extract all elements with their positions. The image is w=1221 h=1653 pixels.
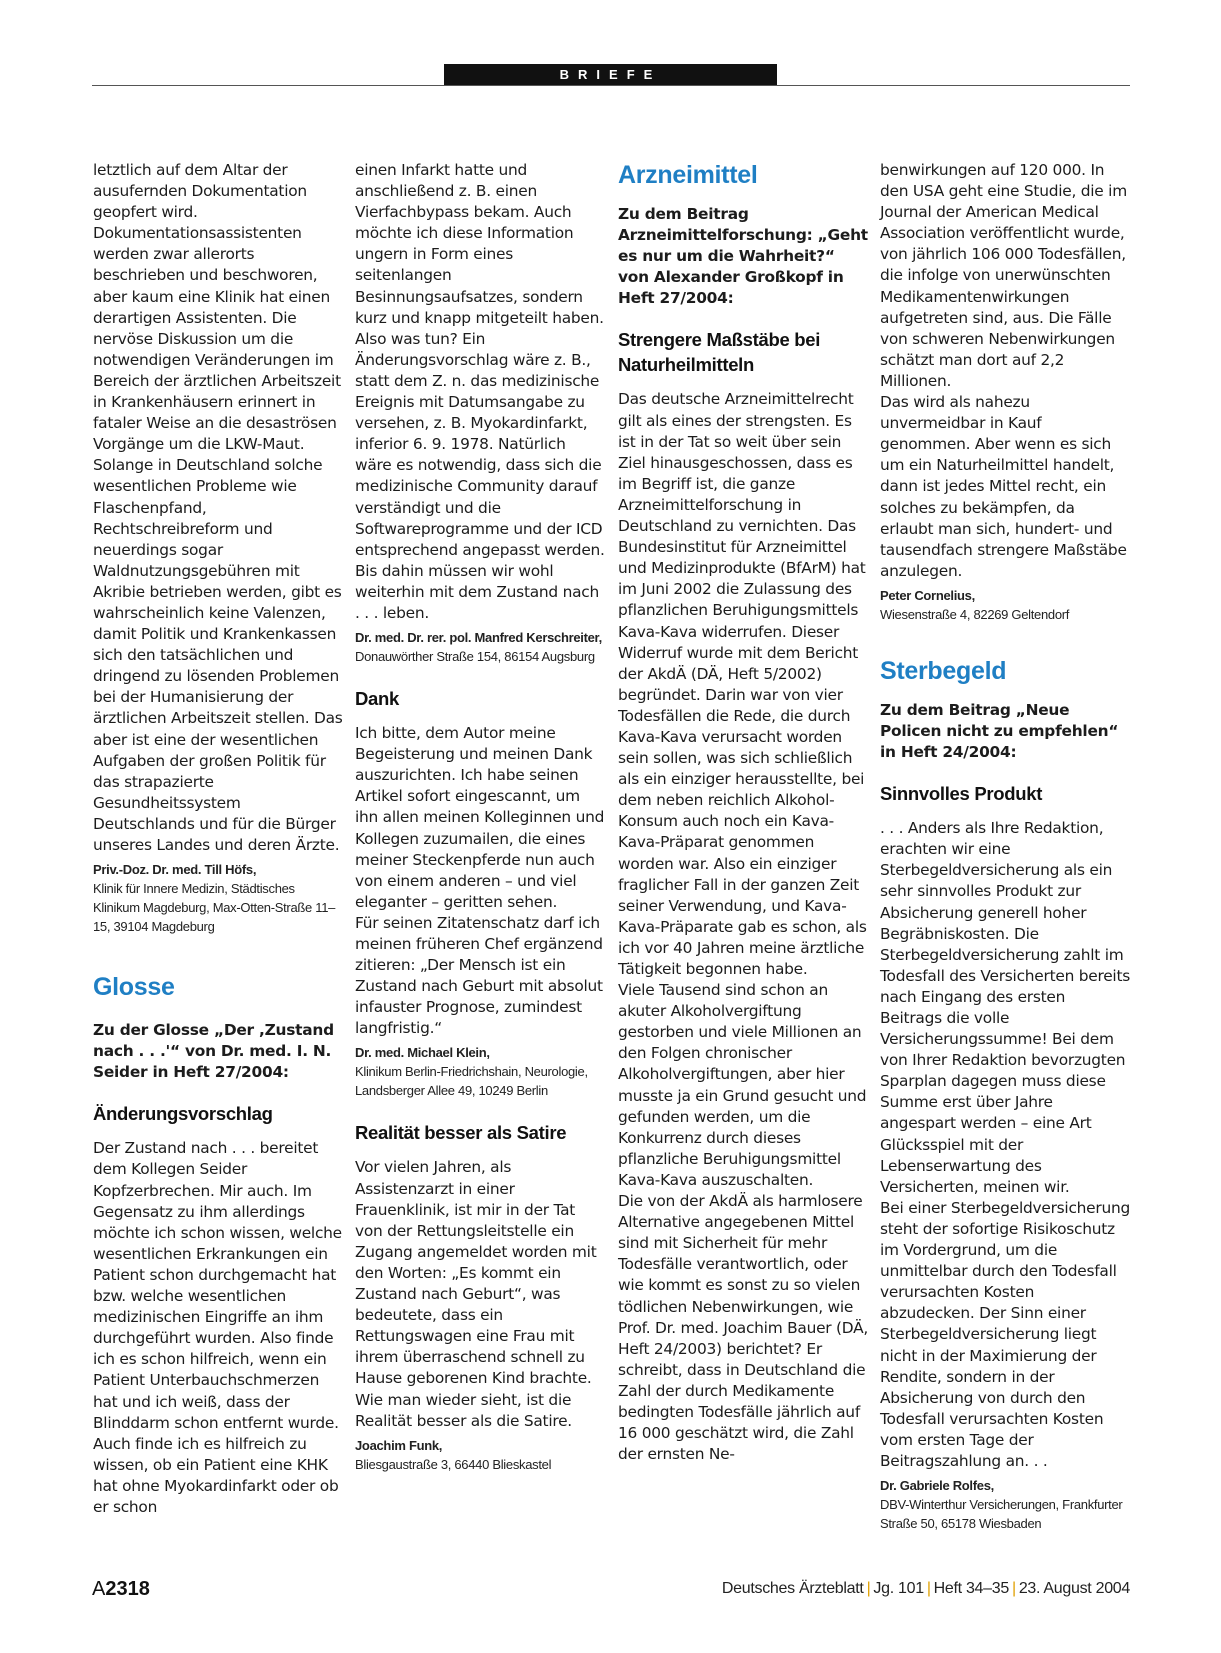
letter-author — [93, 860, 343, 936]
body-paragraph: Der Zustand nach . . . bereitet dem Kollegen Seider Kopfzerbrechen. Mir auch. Im Gegensatz zu ihm allerdings möchte ich schon wissen, welche wesentlichen Erkrankungen ein Patient schon durchgemacht hat bzw. welche wesentlichen medizinischen Eingriffe an ihm durchgeführt wurden. Also finde ich es schon hilfreich, wenn ein Patient Unterbauchschmerzen hat und ich weiß, dass der Blinddarm schon entfernt wurde. Auch finde ich es hilfreich zu wissen, ob ein Patient eine KHK hat ohne Myokardinfarkt oder ob er schon — [93, 1139, 342, 1516]
section-heading-glosse: Glosse — [93, 973, 175, 1002]
journal-name: Deutsches Ärzteblatt — [721, 1580, 864, 1597]
column-3 — [618, 160, 868, 1465]
letter-author — [355, 1043, 605, 1100]
author-address: Wiesenstraße 4, 82269 Geltendorf — [880, 606, 1070, 622]
letter-title: Strengere Maßstäbe bei Naturheilmitteln — [618, 329, 821, 376]
body-paragraph: Viele Tausend sind schon an akuter Alkoholvergiftung gestorben und viele Millionen an den Folgen chronischer Alkoholvergiftungen, aber hier musste ja ein Grund gesucht und gefunden werden, um die Konkurrenz durch dieses pflanzliche Beruhigungsmittel Kava-Kava auszuschalten. — [618, 981, 867, 1189]
author-name: Peter Cornelius, — [880, 587, 975, 603]
body-paragraph: letztlich auf dem Altar der ausufernden Dokumentation geopfert wird. Dokumentationsassistenten werden zwar allerorts beschrieben und beschworen, aber kaum eine Klinik hat einen derartigen Assistenten. Die nervöse Diskussion um die notwendigen Veränderungen im Bereich der ärztlichen Arbeitszeit in Krankenhäusern erinnert in fataler Weise an die desaströsen Vorgänge um die LKW-Maut. Solange in Deutschland solche wesentlichen Probleme wie Flaschenpfand, Rechtschreibreform und neuerdings sogar Waldnutzungsgebühren mit Akribie betrieben werden, gibt es wahrscheinlich keine Valenzen, damit Politik und Krankenkassen sich den tatsächlichen und dringend zu lösenden Problemen bei der Humanisierung der ärztlichen Arbeitszeit stellen. Das aber ist eine der wesentlichen Aufgaben der großen Politik für das strapazierte Gesundheitssystem Deutschlands und für die Bürger unseres Landes und deren Ärzte. — [93, 161, 343, 854]
author-address: Donauwörther Straße 154, 86154 Augsburg — [355, 649, 595, 665]
column-1 — [93, 160, 343, 1518]
article-reference: Zu der Glosse „Der ,Zustand nach . . .'“ von Dr. med. I. N. Seider in Heft 27/2004: — [93, 1021, 334, 1082]
author-address: DBV-Winterthur Versicherungen, Frankfurter Straße 50, 65178 Wiesbaden — [880, 1497, 1123, 1532]
author-address: Klinikum Berlin-Friedrichshain, Neurologie, Landsberger Allee 49, 10249 Berlin — [355, 1064, 588, 1099]
body-paragraph: Das wird als nahezu unvermeidbar in Kauf genommen. Aber wenn es sich um ein Naturheilmittel handelt, dann ist jedes Mittel recht, ein solches zu bekämpfen, da erlaubt man sich, hundert- und tausendfach strengere Maßstäbe anzulegen. — [880, 393, 1127, 580]
section-heading-arzneimittel: Arzneimittel — [618, 161, 758, 189]
rubric-label: BRIEFE — [444, 64, 777, 86]
article-reference: Zu dem Beitrag Arzneimittelforschung: „Geht es nur um die Wahrheit?“ von Alexander Großkopf in Heft 27/2004: — [618, 205, 868, 308]
separator: | — [1011, 1580, 1016, 1597]
header-rule — [92, 85, 1130, 86]
separator: | — [866, 1580, 871, 1597]
body-paragraph: Die von der AkdÄ als harmlosere Alternative angegebenen Mittel sind mit Sicherheit für mehr Todesfälle verantwortlich, oder wie kommt es sonst zu so vielen tödlichen Nebenwirkungen, wie Prof. Dr. med. Joachim Bauer (DÄ, Heft 24/2003) berichtet? Er schreibt, dass in Deutschland die Zahl der durch Medikamente bedingten Todesfälle jährlich auf 16 000 geschätzt wird, die Zahl der ernsten Ne- — [618, 1192, 869, 1464]
author-address: Bliesgaustraße 3, 66440 Blieskastel — [355, 1456, 552, 1472]
body-paragraph: Für seinen Zitatenschatz darf ich meinen früheren Chef ergänzend zitieren: „Der Mensch ist ein Zustand nach Geburt mit absolut infauster Prognose, zumindest langfristig.“ — [355, 913, 603, 1038]
separator: | — [926, 1580, 931, 1597]
letter-author — [880, 586, 1130, 624]
journal-date: 23. August 2004 — [1018, 1580, 1130, 1597]
column-4 — [880, 160, 1130, 1533]
letter-title: Realität besser als Satire — [355, 1122, 567, 1144]
letter-author — [355, 1436, 605, 1474]
letter-author — [880, 1476, 1130, 1533]
author-name: Priv.-Doz. Dr. med. Till Höfs, — [93, 862, 257, 878]
journal-issue: Heft 34–35 — [933, 1580, 1009, 1597]
author-name: Dr. Gabriele Rolfes, — [880, 1478, 994, 1494]
body-paragraph: Bei einer Sterbegeldversicherung steht der sofortige Risikoschutz im Vordergrund, um die unmittelbar durch den Todesfall verursachten Kosten abzudecken. Der Sinn einer Sterbegeldversicherung liegt nicht in der Maximierung der Rendite, sondern in der Absicherung von durch den Todesfall verursachten Kosten vom ersten Tage der Beitragszahlung an. . . — [880, 1198, 1130, 1470]
body-paragraph: Vor vielen Jahren, als Assistenzarzt in einer Frauenklinik, ist mir in der Tat von der Rettungsleitstelle ein Zugang angemeldet worden mit den Worten: „Es kommt ein Zustand nach Geburt“, was bedeutete, dass ein Rettungswagen eine Frau mit ihrem überraschend schnell zu Hause geborenen Kind brachte. Wie man wieder sieht, ist die Realität besser als die Satire. — [355, 1158, 597, 1430]
column-2 — [355, 160, 605, 1474]
body-paragraph: benwirkungen auf 120 000. In den USA geht eine Studie, die im Journal der American Medical Association veröffentlicht wurde, von jährlich 106 000 Todesfällen, die infolge von unerwünschten Medikamentenwirkungen aufgetreten sind, aus. Die Fälle von schweren Nebenwirkungen schätzt man dort auf 2,2 Millionen. — [880, 161, 1127, 390]
author-name: Dr. med. Michael Klein, — [355, 1045, 490, 1061]
body-paragraph: Ich bitte, dem Autor meine Begeisterung und meinen Dank auszurichten. Ich habe seinen Artikel sofort eingescannt, um ihn allen meinen Kolleginnen und Kollegen zuzumailen, die eines meiner Steckenpferde nun auch von einem anderen – und viel eleganter – geritten sehen. — [355, 724, 605, 911]
journal-info — [722, 1580, 1130, 1598]
page-prefix: A — [92, 1578, 106, 1600]
page-number — [92, 1578, 150, 1601]
author-address: Klinik für Innere Medizin, Städtisches Klinikum Magdeburg, Max-Otten-Straße 11–15, 39104 Magdeburg — [93, 881, 336, 935]
letter-title: Dank — [355, 688, 400, 710]
body-paragraph: . . . Anders als Ihre Redaktion, erachten wir eine Sterbegeldversicherung als ein sehr sinnvolles Produkt zur Absicherung generell hoher Begräbniskosten. Die Sterbegeldversicherung zahlt im Todesfall des Versicherten bereits nach Eingang des ersten Beitrags die volle Versicherungssumme! Bei dem von Ihrer Redaktion bevorzugten Sparplan dagegen muss diese Summe erst über Jahre angespart werden – eine Art Glücksspiel mit der Lebenserwartung des Versicherten, meinen wir. — [880, 819, 1131, 1196]
letter-title: Änderungsvorschlag — [93, 1103, 273, 1125]
author-name: Joachim Funk, — [355, 1437, 443, 1453]
journal-volume: Jg. 101 — [873, 1580, 924, 1597]
page-number-value: 2318 — [105, 1578, 150, 1600]
article-reference: Zu dem Beitrag „Neue Policen nicht zu empfehlen“ in Heft 24/2004: — [880, 700, 1119, 762]
body-paragraph: Das deutsche Arzneimittelrecht gilt als eines der strengsten. Es ist in der Tat so weit über sein Ziel hinausgeschossen, dass es im Begriff ist, die ganze Arzneimittelforschung in Deutschland zu vernichten. Das Bundesinstitut für Arzneimittel und Medizinprodukte (BfArM) hat im Juni 2002 die Zulassung des pflanzlichen Beruhigungsmittels Kava-Kava widerrufen. Dieser Widerruf wurde mit dem Bericht der AkdÄ (DÄ, Heft 5/2002) begründet. Darin war von vier Todesfällen die Rede, die durch Kava-Kava verursacht worden sein sollen, was sich schließlich als ein einziger herausstellte, bei dem neben reichlich Alkohol-Konsum auch noch ein Kava-Kava-Präparat genommen worden war. Also ein einziger fraglicher Fall in der ganzen Zeit seiner Verwendung, und Kava-Kava-Präparate gab es schon, als ich vor 40 Jahren meine ärztliche Tätigkeit begonnen habe. — [618, 390, 867, 978]
body-paragraph: einen Infarkt hatte und anschließend z. B. einen Vierfachbypass bekam. Auch möchte ich diese Information ungern in Form eines seitenlangen Besinnungsaufsatzes, sondern kurz und knapp mitgeteilt haben. Also was tun? Ein Änderungsvorschlag wäre z. B., statt dem Z. n. das medizinische Ereignis mit Datumsangabe zu versehen, z. B. Myokardinfarkt, inferior 6. 9. 1978. Natürlich wäre es notwendig, dass sich die medizinische Community darauf verständigt und die Softwareprogramme und der ICD entsprechend angepasst werden. Bis dahin müssen wir wohl weiterhin mit dem Zustand nach . . . leben. — [355, 161, 605, 622]
author-name: Dr. med. Dr. rer. pol. Manfred Kerschreiter, — [355, 630, 602, 646]
page-footer — [92, 1578, 1130, 1602]
letter-author — [355, 628, 605, 666]
section-heading-sterbegeld: Sterbegeld — [880, 656, 1007, 685]
letter-title: Sinnvolles Produkt — [880, 783, 1043, 805]
